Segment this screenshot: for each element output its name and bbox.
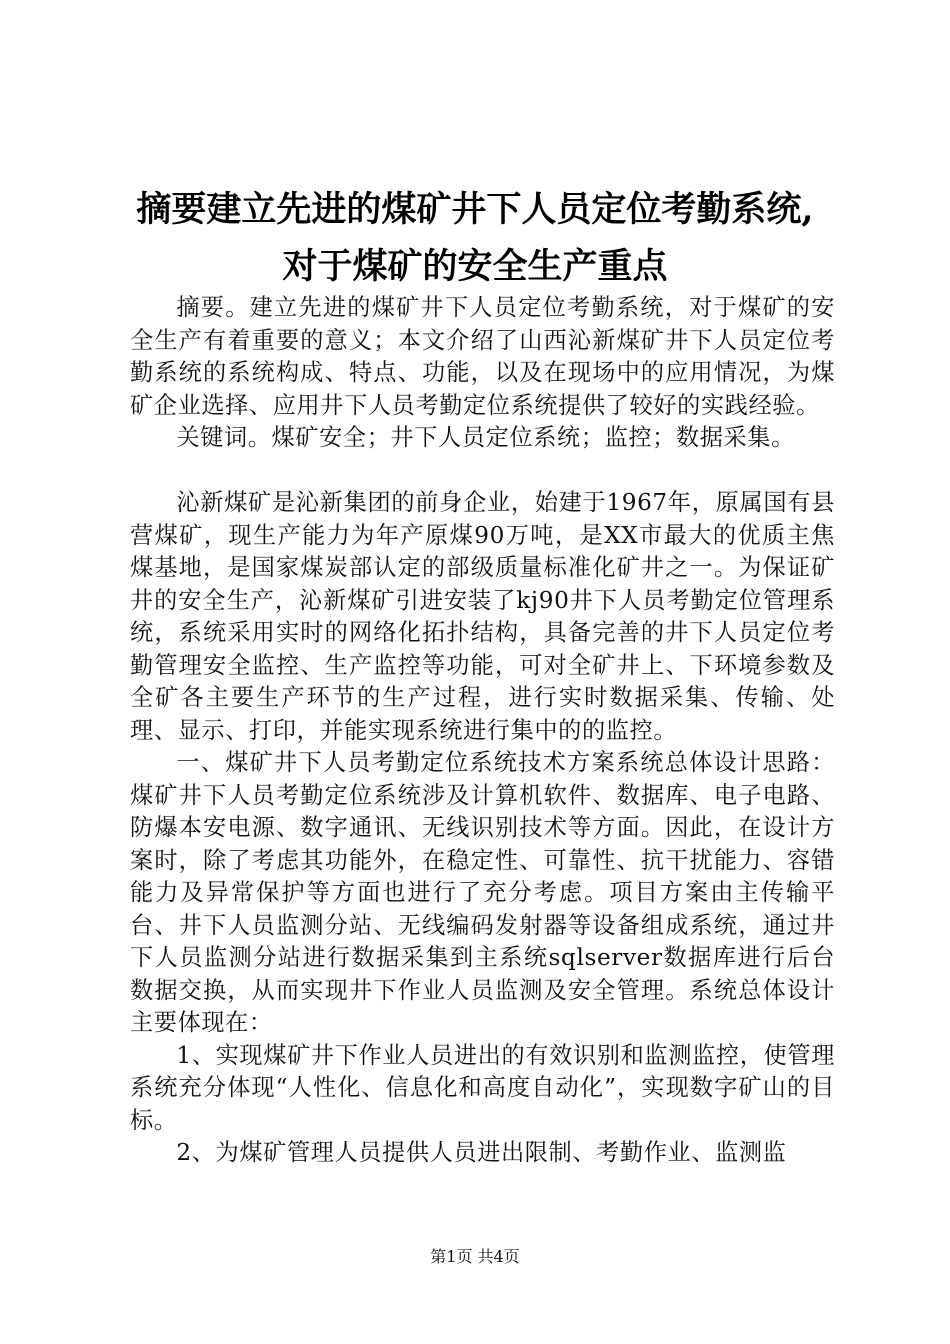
abstract-paragraph: 摘要。建立先进的煤矿井下人员定位考勤系统，对于煤矿的安全生产有着重要的意义；本文介绍了山西沁新煤矿井下人员定位考勤系统的系统构成、特点、功能，以及在现场中的应用情况，为煤矿企业选择、应用井下人员考勤定位系统提供了较好的实践经验。	[130, 294, 835, 419]
document-title-line-1: 摘要建立先进的煤矿井下人员定位考勤系统,	[136, 189, 814, 230]
paragraph-spacer	[130, 455, 835, 488]
document-title-line-2: 对于煤矿的安全生产重点	[282, 246, 668, 287]
intro-paragraph: 沁新煤矿是沁新集团的前身企业，始建于1967年，原属国有县营煤矿，现生产能力为年产原煤90万吨，是XX市最大的优质主焦煤基地，是国家煤炭部认定的部级质量标准化矿井之一。为保证矿井的安全生产，沁新煤矿引进安装了kj90井下人员考勤定位管理系统，系统采用实时的网络化拓扑结构，具备完善的井下人员定位考勤管理安全监控、生产监控等功能，可对全矿井上、下环境参数及全矿各主要生产环节的生产过程，进行实时数据采集、传输、处理、显示、打印，并能实现系统进行集中的的监控。	[130, 489, 835, 744]
list-item-2: 2、为煤矿管理人员提供人员进出限制、考勤作业、监测监	[176, 1139, 787, 1166]
keywords-paragraph: 关键词。煤矿安全；井下人员定位系统；监控；数据采集。	[176, 424, 795, 451]
page-number-footer: 第1页 共4页	[430, 1247, 520, 1266]
design-paragraph: 一、煤矿井下人员考勤定位系统技术方案系统总体设计思路：煤矿井下人员考勤定位系统涉及计算机软件、数据库、电子电路、防爆本安电源、数字通讯、无线识别技术等方面。因此，在设计方案时，除了考虑其功能外，在稳定性、可靠性、抗干扰能力、容错能力及异常保护等方面也进行了充分考虑。项目方案由主传输平台、井下人员监测分站、无线编码发射器等设备组成系统，通过井下人员监测分站进行数据采集到主系统sqlserver数据库进行后台数据交换，从而实现井下作业人员监测及安全管理。系统总体设计主要体现在：	[130, 749, 835, 1036]
list-item-1: 1、实现煤矿井下作业人员进出的有效识别和监测监控，使管理系统充分体现“人性化、信息化和高度自动化”，实现数字矿山的目标。	[130, 1041, 835, 1134]
document-body	[130, 292, 835, 1170]
